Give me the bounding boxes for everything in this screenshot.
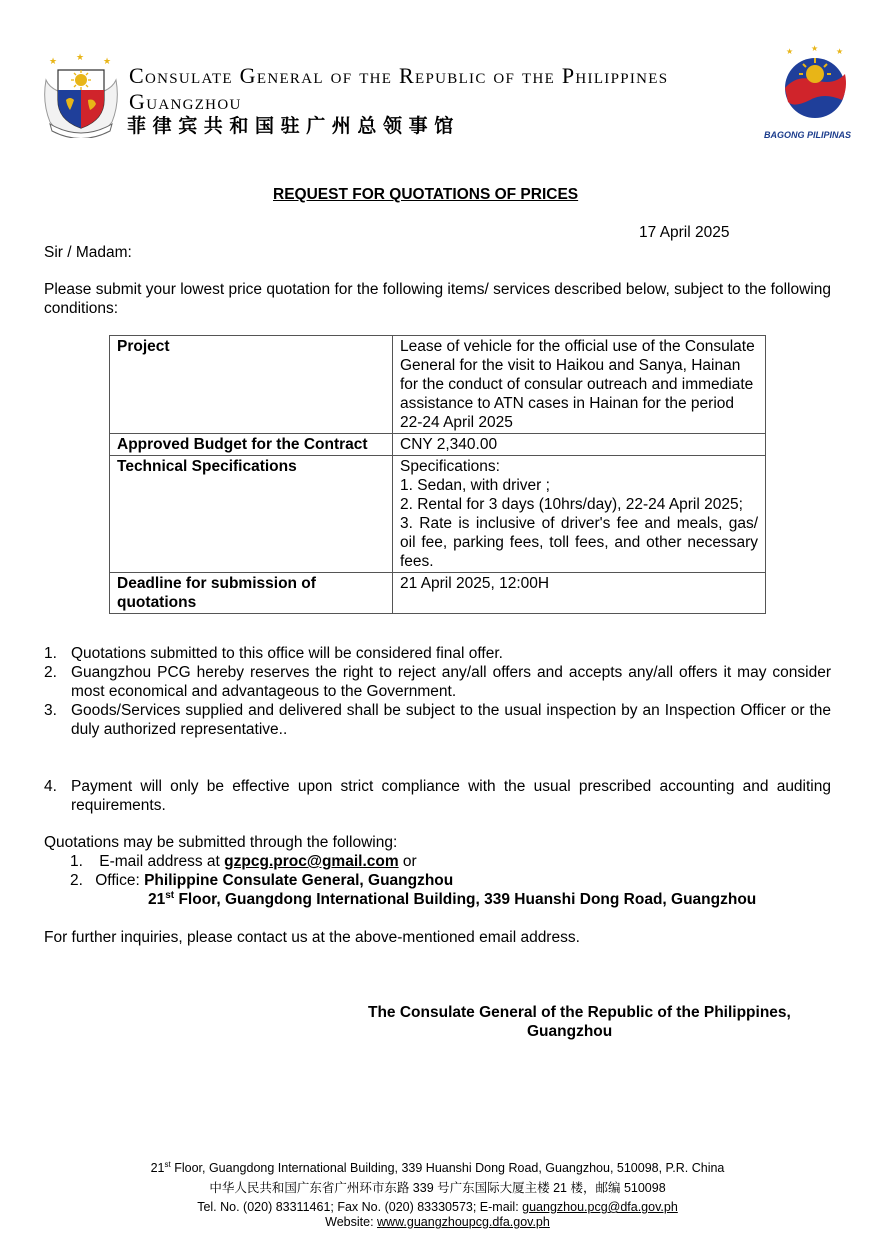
footer-website-link[interactable]: www.guangzhoupcg.dfa.gov.ph [377, 1215, 550, 1229]
table-row [110, 336, 766, 434]
document-title: REQUEST FOR QUOTATIONS OF PRICES [273, 186, 579, 203]
svg-text:★: ★ [103, 56, 112, 66]
condition-number: 4. [44, 778, 57, 795]
office-name: Philippine Consulate General, Guangzhou [144, 872, 454, 889]
table-row [110, 573, 766, 614]
condition-text: Quotations submitted to this office will be considered final offer. [71, 645, 503, 662]
footer-address-chinese: 中华人民共和国广东省广州环市东路 339 号广东国际大厦主楼 21 楼，邮编 510098 [209, 1181, 666, 1195]
email-suffix: or [398, 853, 417, 870]
bagong-pilipinas-text: BAGONG PILIPINAS [764, 130, 852, 140]
svg-text:★: ★ [76, 52, 85, 62]
document-date: 17 April 2025 [639, 224, 730, 241]
footer-website [0, 1215, 875, 1230]
philippine-seal-logo [40, 50, 122, 138]
footer-email-link[interactable]: guangzhou.pcg@dfa.gov.ph [522, 1200, 678, 1214]
svg-text:★: ★ [786, 47, 794, 56]
table-row [110, 434, 766, 456]
submission-intro: Quotations may be submitted through the following: [44, 834, 398, 851]
svg-text:★: ★ [49, 56, 58, 66]
rfq-details-table [109, 335, 766, 614]
condition-text: Guangzhou PCG hereby reserves the right to reject any/all offers and accepts any/all offers it may consider most economical and advantageous to the Government. [71, 664, 831, 700]
signature-line-2: Guangzhou [527, 1023, 613, 1040]
condition-item [44, 663, 831, 701]
address-floor: 21 [148, 891, 166, 908]
condition-text: Goods/Services supplied and delivered shall be subject to the usual inspection by an Inspection Officer or the duly authorized representative.. [71, 702, 831, 738]
consulate-name-chinese: 菲律宾共和国驻广州总领事馆 [127, 115, 460, 137]
condition-item [44, 701, 831, 739]
project-label: Project [110, 336, 393, 434]
submission-number: 2. [70, 872, 83, 889]
condition-number: 3. [44, 702, 57, 719]
condition-number: 1. [44, 645, 57, 662]
consulate-name-english: Consulate General of the Republic of the Philippines [129, 63, 669, 88]
intro-paragraph: Please submit your lowest price quotation for the following items/ services described below, subject to the following conditions: [44, 281, 831, 317]
footer-address [0, 1161, 875, 1176]
footer-website-prefix: Website: [325, 1215, 378, 1229]
submission-email-line [70, 852, 417, 871]
condition-text: Payment will only be effective upon strict compliance with the usual prescribed accounting and auditing requirements. [71, 778, 831, 814]
submission-office-line [70, 871, 453, 890]
spec-item: 2. Rental for 3 days (10hrs/day), 22-24 April 2025; [400, 496, 743, 513]
table-row [110, 456, 766, 573]
footer-contact [0, 1200, 875, 1215]
consulate-city: Guangzhou [129, 89, 242, 114]
spec-item: 3. Rate is inclusive of driver's fee and meals, gas/ oil fee, parking fees, toll fees, and other necessary fees. [400, 515, 758, 570]
footer-contact-prefix: Tel. No. (020) 83311461; Fax No. (020) 83330573; E-mail: [197, 1200, 523, 1214]
address-rest: Floor, Guangdong International Building, 339 Huanshi Dong Road, Guangzhou [174, 891, 757, 908]
condition-item [44, 777, 831, 815]
submission-email-link[interactable]: gzpcg.proc@gmail.com [224, 853, 399, 870]
footer-floor-suffix: st [164, 1160, 171, 1169]
condition-item [44, 644, 831, 663]
office-prefix: Office: [95, 872, 145, 889]
spec-item: 1. Sedan, with driver ; [400, 477, 550, 494]
specs-value [393, 456, 766, 573]
bagong-pilipinas-logo [772, 44, 858, 120]
footer-address-rest: Floor, Guangdong International Building, 339 Huanshi Dong Road, Guangzhou, 510098, P.R. China [170, 1161, 725, 1175]
svg-text:★: ★ [811, 44, 819, 53]
address-floor-suffix: st [165, 890, 175, 901]
further-inquiries: For further inquiries, please contact us at the above-mentioned email address. [44, 929, 580, 946]
budget-label: Approved Budget for the Contract [110, 434, 393, 456]
deadline-value: 21 April 2025, 12:00H [393, 573, 766, 614]
salutation: Sir / Madam: [44, 244, 132, 261]
condition-number: 2. [44, 664, 57, 681]
svg-text:★: ★ [836, 47, 844, 56]
specs-header: Specifications: [400, 458, 500, 475]
footer-floor: 21 [150, 1161, 165, 1175]
deadline-label: Deadline for submission of quotations [110, 573, 393, 614]
signature-line-1: The Consulate General of the Republic of the Philippines, [368, 1004, 791, 1021]
email-prefix: E-mail address at [99, 853, 225, 870]
budget-value: CNY 2,340.00 [393, 434, 766, 456]
office-address [148, 890, 756, 909]
specs-label: Technical Specifications [110, 456, 393, 573]
project-value: Lease of vehicle for the official use of the Consulate General for the visit to Haikou and Sanya, Hainan for the conduct of consular outreach and immediate assistance to ATN cases in Hainan for the period 22-24 April 2025 [393, 336, 766, 434]
submission-number: 1. [70, 853, 83, 870]
